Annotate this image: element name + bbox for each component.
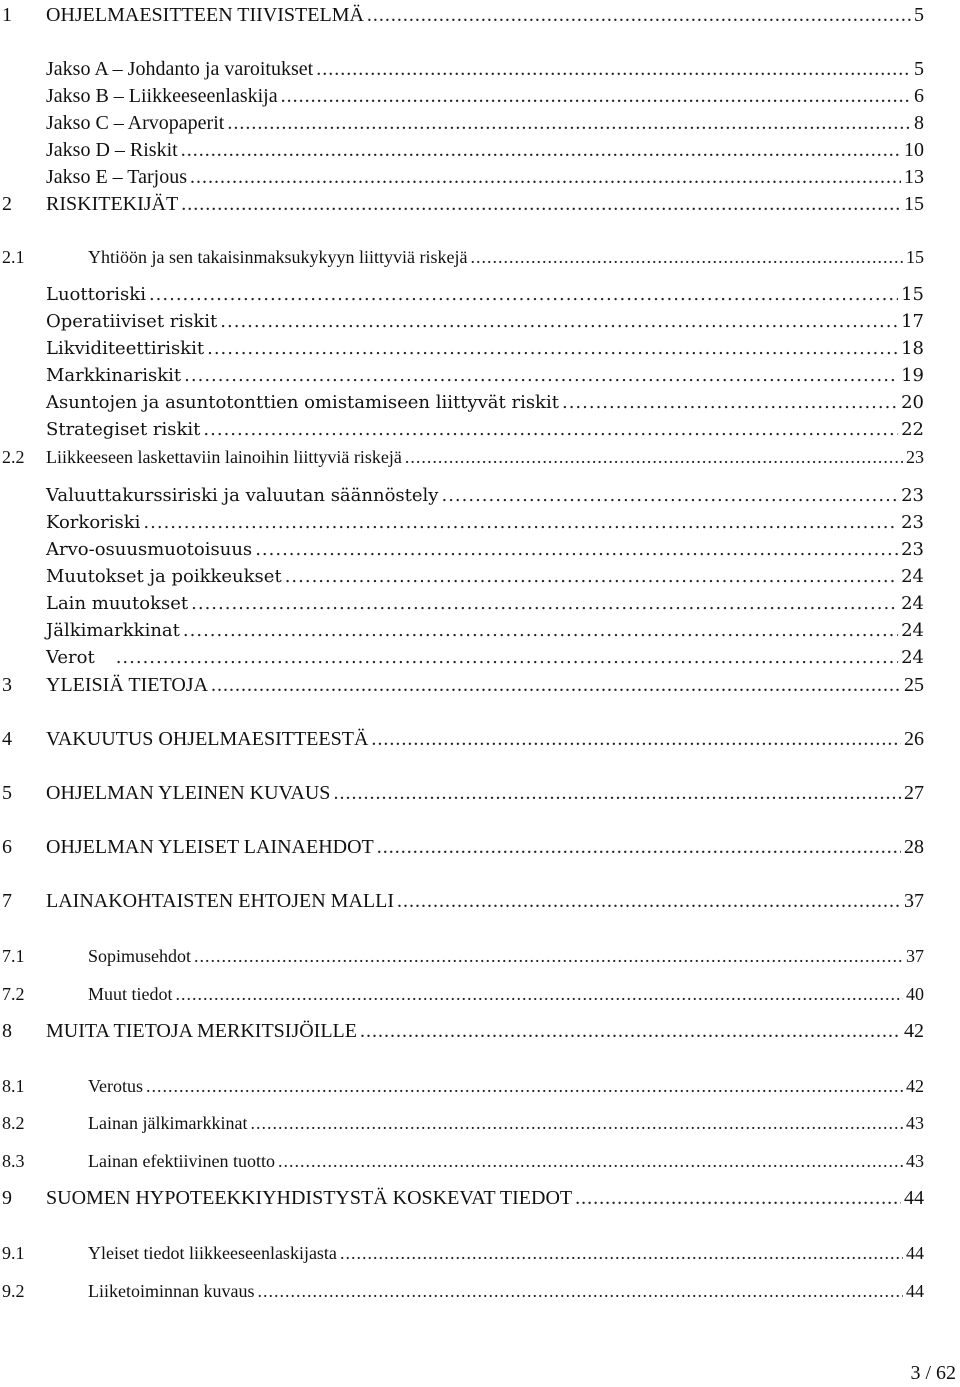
toc-number: 2 <box>2 193 12 215</box>
toc-title: Jakso E – Tarjous <box>46 166 187 188</box>
toc-title: MUITA TIETOJA MERKITSIJÖILLE <box>46 1020 357 1042</box>
toc-page-number: 23 <box>906 447 924 467</box>
toc-entry[interactable] <box>0 1186 924 1210</box>
toc-entry[interactable] <box>0 511 924 535</box>
toc-page-number: 24 <box>901 620 924 641</box>
toc-entry[interactable] <box>0 391 924 415</box>
toc-entry[interactable] <box>0 982 924 1006</box>
dot-leader <box>470 245 903 269</box>
dot-leader <box>255 538 898 562</box>
dot-leader <box>281 84 911 108</box>
toc-entry[interactable] <box>0 84 924 108</box>
toc-title: Luottoriski <box>46 284 146 305</box>
dot-leader <box>250 1111 903 1135</box>
toc-number: 4 <box>2 728 12 750</box>
dot-leader <box>183 619 898 643</box>
dot-leader <box>194 944 903 968</box>
toc-title: Muutokset ja poikkeukset <box>46 566 282 587</box>
toc-entry[interactable] <box>0 835 924 859</box>
toc-page-number: 37 <box>906 946 924 966</box>
toc-number: 8.1 <box>2 1076 25 1096</box>
toc-number: 8 <box>2 1020 12 1042</box>
toc-title: Yhtiöön ja sen takaisinmaksukykyyn liittyviä riskejä <box>88 247 468 267</box>
toc-page-number: 10 <box>904 139 924 161</box>
dot-leader <box>360 1019 901 1043</box>
toc-title: Yleiset tiedot liikkeeseenlaskijasta <box>88 1243 337 1263</box>
toc-page-number: 23 <box>901 539 924 560</box>
dot-leader <box>191 592 898 616</box>
toc-number: 7 <box>2 890 12 912</box>
toc-title: Jälkimarkkinat <box>46 620 180 641</box>
toc-entry[interactable] <box>0 445 924 469</box>
toc-page-number: 8 <box>914 112 924 134</box>
dot-leader <box>278 1149 903 1173</box>
dot-leader <box>397 889 901 913</box>
toc-page-number: 44 <box>906 1243 924 1263</box>
dot-leader <box>211 673 901 697</box>
dot-leader <box>207 337 898 361</box>
toc-page-number: 6 <box>914 85 924 107</box>
toc-entry[interactable] <box>0 538 924 562</box>
toc-title: Jakso C – Arvopaperit <box>46 112 225 134</box>
toc-entry[interactable] <box>0 111 924 135</box>
toc-title: Strategiset riskit <box>46 419 201 440</box>
toc-entry[interactable] <box>0 418 924 442</box>
toc-title: Arvo-osuusmuotoisuus <box>46 539 253 560</box>
toc-title: Jakso B – Liikkeeseenlaskija <box>46 85 278 107</box>
dot-leader <box>220 310 898 334</box>
toc-title: Valuuttakurssiriski ja valuutan säännöstely <box>46 485 439 506</box>
toc-page-number: 24 <box>901 566 924 587</box>
toc-number: 9.1 <box>2 1243 25 1263</box>
toc-page-number: 5 <box>914 58 924 80</box>
toc-title: Lainan efektiivinen tuotto <box>88 1151 275 1171</box>
dot-leader <box>176 982 904 1006</box>
toc-page-number: 24 <box>901 647 924 668</box>
toc-page-number: 23 <box>901 512 924 533</box>
toc-title: Liikkeeseen laskettaviin lainoihin liittyviä riskejä <box>46 447 402 467</box>
toc-title: Verot <box>46 647 95 668</box>
dot-leader <box>371 727 901 751</box>
toc-number: 9.2 <box>2 1281 25 1301</box>
toc-page-number: 26 <box>904 728 924 750</box>
toc-page-number: 24 <box>901 593 924 614</box>
toc-number: 3 <box>2 674 12 696</box>
toc-entry[interactable] <box>0 57 924 81</box>
dot-leader <box>227 111 911 135</box>
toc-page-number: 44 <box>906 1281 924 1301</box>
dot-leader <box>405 445 903 469</box>
toc-number: 9 <box>2 1187 12 1209</box>
toc-title: YLEISIÄ TIETOJA <box>46 674 209 696</box>
toc-page-number: 13 <box>904 166 924 188</box>
toc-entry[interactable] <box>0 646 924 670</box>
toc-entry[interactable] <box>0 1149 924 1173</box>
toc-title: Operatiiviset riskit <box>46 311 218 332</box>
toc-page-number: 42 <box>906 1076 924 1096</box>
toc-title: Korkoriski <box>46 512 141 533</box>
toc-entry[interactable] <box>0 138 924 162</box>
toc-title: Markkinariskit <box>46 365 182 386</box>
toc-page-number: 44 <box>904 1187 924 1209</box>
toc-page-number: 23 <box>901 485 924 506</box>
toc-number: 1 <box>2 4 12 26</box>
dot-leader <box>184 364 898 388</box>
dot-leader <box>285 565 898 589</box>
toc-entry[interactable] <box>0 310 924 334</box>
toc-title: LAINAKOHTAISTEN EHTOJEN MALLI <box>46 890 394 912</box>
dot-leader <box>340 1241 903 1265</box>
toc-page-number: 20 <box>901 392 924 413</box>
dot-leader <box>333 781 901 805</box>
dot-leader <box>116 646 898 670</box>
toc-entry[interactable] <box>0 781 924 805</box>
toc-entry[interactable] <box>0 3 924 27</box>
toc-title: Jakso D – Riskit <box>46 139 178 161</box>
dot-leader <box>377 835 901 859</box>
toc-page-number: 42 <box>904 1020 924 1042</box>
toc-title: SUOMEN HYPOTEEKKIYHDISTYSTÄ KOSKEVAT TIEDOT <box>46 1187 573 1209</box>
toc-entry[interactable] <box>0 192 924 216</box>
toc-number: 5 <box>2 782 12 804</box>
toc-title: Verotus <box>88 1076 143 1096</box>
toc-page-number: 19 <box>901 365 924 386</box>
toc-title: Muut tiedot <box>88 984 173 1004</box>
dot-leader <box>316 57 911 81</box>
toc-title: Lainan jälkimarkkinat <box>88 1113 248 1133</box>
dot-leader <box>146 1074 903 1098</box>
toc-page-number: 37 <box>904 890 924 912</box>
dot-leader <box>181 138 901 162</box>
toc-entry[interactable] <box>0 165 924 189</box>
dot-leader <box>149 283 898 307</box>
toc-entry[interactable] <box>0 944 924 968</box>
toc-page-number: 22 <box>901 419 924 440</box>
dot-leader <box>190 165 901 189</box>
toc-entry[interactable] <box>0 245 924 269</box>
toc-title: VAKUUTUS OHJELMAESITTEESTÄ <box>46 728 369 750</box>
toc-number: 7.1 <box>2 946 25 966</box>
toc-entry[interactable] <box>0 283 924 307</box>
dot-leader <box>367 3 911 27</box>
toc-page-number: 43 <box>906 1151 924 1171</box>
toc-entry[interactable] <box>0 1019 924 1043</box>
toc-page-number: 43 <box>906 1113 924 1133</box>
toc-number: 2.2 <box>2 447 25 467</box>
dot-leader <box>257 1279 903 1303</box>
dot-leader <box>143 511 898 535</box>
toc-title: Likviditeettiriskit <box>46 338 205 359</box>
toc-entry[interactable] <box>0 364 924 388</box>
toc-page-number: 5 <box>914 4 924 26</box>
toc-entry[interactable] <box>0 619 924 643</box>
toc-entry[interactable] <box>0 727 924 751</box>
toc-title: Liiketoiminnan kuvaus <box>88 1281 255 1301</box>
dot-leader <box>203 418 898 442</box>
toc-entry[interactable] <box>0 1074 924 1098</box>
toc-entry[interactable] <box>0 1279 924 1303</box>
toc-number: 6 <box>2 836 12 858</box>
toc-page-number: 18 <box>901 338 924 359</box>
toc-page-number: 25 <box>904 674 924 696</box>
dot-leader <box>441 484 898 508</box>
toc-page-number: 15 <box>901 284 924 305</box>
dot-leader <box>181 192 901 216</box>
toc-entry[interactable] <box>0 592 924 616</box>
toc-title: Lain muutokset <box>46 593 189 614</box>
toc-number: 2.1 <box>2 247 25 267</box>
toc-entry[interactable] <box>0 673 924 697</box>
toc-page-number: 17 <box>901 311 924 332</box>
toc-entry[interactable] <box>0 1111 924 1135</box>
toc-entry[interactable] <box>0 889 924 913</box>
toc-entry[interactable] <box>0 484 924 508</box>
page-indicator: 3 / 62 <box>910 1362 956 1384</box>
toc-number: 8.3 <box>2 1151 25 1171</box>
toc-entry[interactable] <box>0 337 924 361</box>
toc-page-number: 27 <box>904 782 924 804</box>
toc-title: RISKITEKIJÄT <box>46 193 179 215</box>
toc-number: 7.2 <box>2 984 25 1004</box>
toc-title: Jakso A – Johdanto ja varoitukset <box>46 58 314 80</box>
dot-leader <box>562 391 898 415</box>
toc-page-number: 40 <box>906 984 924 1004</box>
toc-page-number: 15 <box>904 193 924 215</box>
toc-page-number: 28 <box>904 836 924 858</box>
toc-title: Asuntojen ja asuntotonttien omistamiseen liittyvät riskit <box>46 392 559 413</box>
toc-number: 8.2 <box>2 1113 25 1133</box>
toc-entry[interactable] <box>0 565 924 589</box>
toc-entry[interactable] <box>0 1241 924 1265</box>
toc-title: OHJELMAESITTEEN TIIVISTELMÄ <box>46 4 364 26</box>
toc-page-number: 15 <box>906 247 924 267</box>
dot-leader <box>575 1186 901 1210</box>
toc-title: OHJELMAN YLEISET LAINAEHDOT <box>46 836 374 858</box>
toc-title: OHJELMAN YLEINEN KUVAUS <box>46 782 331 804</box>
toc-title: Sopimusehdot <box>88 946 192 966</box>
